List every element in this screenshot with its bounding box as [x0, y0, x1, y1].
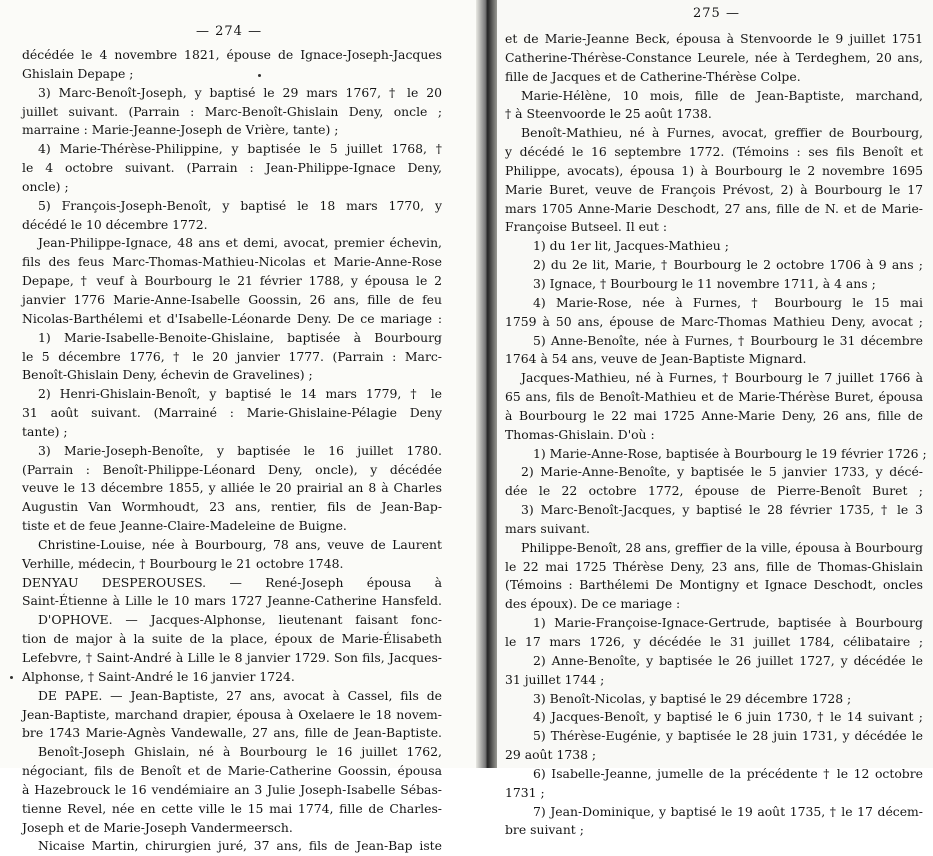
text-line: 5) François-Joseph-Benoît, y baptisé le 18 mars 1770, y [38, 197, 442, 213]
text-line: Jean-Baptiste, marchand drapier, épousa à Oxelaere le 18 novem- [22, 706, 442, 722]
text-line: † à Steenvoorde le 25 août 1738. [505, 106, 712, 122]
right-page-text [505, 30, 927, 840]
text-line: Jacques-Mathieu, né à Furnes, † Bourbourg le 7 juillet 1766 à [521, 370, 923, 386]
text-line: dée le 22 octobre 1772, épouse de Pierre-Benoît Buret ; [505, 483, 923, 499]
text-line: à Hazebrouck le 16 vendémiaire an 3 Julie Joseph-Isabelle Sébas- [22, 781, 442, 797]
text-line: Verhille, médecin, † Bourbourg le 21 octobre 1748. [22, 555, 344, 571]
text-line: 5) Thérèse-Eugénie, y baptisée le 28 juin 1731, y décédée le [533, 728, 923, 744]
text-line: 1) Marie-Anne-Rose, baptisée à Bourbourg le 19 février 1726 ; [533, 445, 927, 461]
text-line: 4) Marie-Thérèse-Philippine, y baptisée le 5 juillet 1768, † [38, 141, 442, 157]
text-line: bre suivant ; [505, 822, 584, 838]
text-line: DENYAU DESPEROUSES. — René-Joseph épousa à [22, 574, 442, 590]
text-line: 65 ans, fils de Benoît-Mathieu et de Marie-Thérèse Buret, épousa [505, 389, 923, 405]
text-line: Nicaise Martin, chirurgien juré, 37 ans, fils de Jean-Bap iste [38, 838, 442, 854]
text-line: Benoît-Mathieu, né à Furnes, avocat, greffier de Bourbourg, [521, 125, 923, 141]
text-line: mars 1705 Anne-Marie Deschodt, 27 ans, fille de N. et de Marie- [505, 200, 923, 216]
text-line: (Parrain : Benoît-Philippe-Léonard Deny, oncle), y décédée [22, 461, 442, 477]
text-line: 2) du 2e lit, Marie, † Bourbourg le 2 octobre 1706 à 9 ans ; [533, 257, 923, 273]
text-line: fille de Jacques et de Catherine-Thérèse Colpe. [505, 68, 801, 84]
right-page-number: 275 — [693, 6, 740, 21]
text-line: Depape, † veuf à Bourbourg le 21 février 1788, y épousa le 2 [22, 273, 442, 289]
text-line: D'OPHOVE. — Jacques-Alphonse, lieutenant faisant fonc- [38, 612, 442, 628]
left-page-number: — 274 — [196, 24, 263, 39]
text-line: Philippe, avocats), épousa 1) à Bourbourg le 2 novembre 1695 [505, 162, 923, 178]
text-line: 3) Marc-Benoît-Joseph, y baptisé le 29 mars 1767, † le 20 [38, 84, 442, 100]
text-line: bre 1743 Marie-Agnès Vandewalle, 27 ans, fille de Jean-Baptiste. [22, 725, 442, 741]
text-line: 1) du 1er lit, Jacques-Mathieu ; [533, 238, 729, 254]
text-line: Philippe-Benoît, 28 ans, greffier de la ville, épousa à Bourbourg [521, 539, 923, 555]
text-line: DE PAPE. — Jean-Baptiste, 27 ans, avocat à Cassel, fils de [38, 687, 442, 703]
text-line: Christine-Louise, née à Bourbourg, 78 ans, veuve de Laurent [38, 536, 442, 552]
right-page [497, 0, 933, 838]
text-line: Thomas-Ghislain. D'où : [505, 426, 655, 442]
text-line: à Bourbourg le 22 mai 1725 Anne-Marie Deny, 26 ans, fille de [505, 407, 923, 423]
text-line: tante) ; [22, 423, 68, 439]
text-line: décédée le 4 novembre 1821, épouse de Ignace-Joseph-Jacques [22, 47, 442, 62]
text-line: Joseph et de Marie-Joseph Vandermeersch. [22, 819, 293, 835]
text-line: veuve le 13 décembre 1855, y alliée le 20 prairial an 8 à Charles [22, 480, 442, 496]
text-line: juillet suivant. (Parrain : Marc-Benoît-Ghislain Deny, oncle ; [22, 103, 442, 119]
text-line: (Témoins : Barthélemi De Montigny et Ignace Deschodt, oncles [505, 577, 923, 593]
book-gutter [476, 0, 497, 768]
text-line: et de Marie-Jeanne Beck, épousa à Stenvoorde le 9 juillet 1751 [505, 31, 923, 46]
text-line: Marie Buret, veuve de François Prévost, 2) à Bourbourg le 17 [505, 181, 923, 197]
text-line: Augustin Van Wormhoudt, 23 ans, rentier, fils de Jean-Bap- [22, 499, 442, 515]
text-line: des époux). De ce mariage : [505, 596, 681, 612]
text-line: Catherine-Thérèse-Constance Leurele, née à Terdeghem, 20 ans, [505, 49, 923, 65]
text-line: 4) Marie-Rose, née à Furnes, † Bourbourg le 15 mai [533, 294, 923, 310]
text-line: 6) Isabelle-Jeanne, jumelle de la précédente † le 12 octobre [533, 765, 923, 781]
text-line: tienne Revel, née en cette ville le 15 mai 1774, fille de Charles- [22, 800, 442, 816]
text-line: Alphonse, † Saint-André le 16 janvier 1724. [22, 668, 295, 684]
text-line: Jean-Philippe-Ignace, 48 ans et demi, avocat, premier échevin, [38, 235, 442, 251]
text-line: tiste et de feue Jeanne-Claire-Madeleine de Buigne. [22, 518, 347, 534]
text-line: 3) Marie-Joseph-Benoîte, y baptisée le 16 juillet 1780. [38, 442, 442, 458]
text-line: 31 août suivant. (Marrainé : Marie-Ghislaine-Pélagie Deny [22, 405, 442, 421]
text-line: y décédé le 16 septembre 1772. (Témoins : ses fils Benoît et [505, 144, 923, 160]
text-line: oncle) ; [22, 178, 69, 194]
ink-speck [10, 676, 13, 679]
text-line: 3) Marc-Benoît-Jacques, y baptisé le 28 février 1735, † le 3 [521, 502, 923, 518]
text-line: Ghislain Depape ; [22, 65, 134, 81]
text-line: 1) Marie-Isabelle-Benoite-Ghislaine, baptisée à Bourbourg [38, 329, 442, 345]
ink-speck [258, 74, 261, 77]
text-line: 1764 à 54 ans, veuve de Jean-Baptiste Mignard. [505, 351, 807, 367]
text-line: 29 août 1738 ; [505, 747, 597, 763]
text-line: Benoît-Ghislain Deny, échevin de Gravelines) ; [22, 367, 313, 383]
text-line: Marie-Hélène, 10 mois, fille de Jean-Baptiste, marchand, [521, 87, 923, 103]
text-line: 1759 à 50 ans, épouse de Marc-Thomas Mathieu Deny, avocat ; [505, 313, 923, 329]
text-line: le 17 mars 1726, y décédée le 31 juillet 1784, célibataire ; [505, 634, 923, 649]
text-line: Benoît-Joseph Ghislain, né à Bourbourg le 16 juillet 1762, [38, 744, 442, 760]
text-line: tion de major à la suite de la place, époux de Marie-Élisabeth [22, 631, 442, 647]
text-line: 2) Marie-Anne-Benoîte, y baptisée le 5 janvier 1733, y décé- [521, 464, 923, 480]
text-line: le 22 mai 1725 Thérèse Deny, 23 ans, fille de Thomas-Ghislain [505, 558, 923, 574]
text-line: Nicolas-Barthélemi et d'Isabelle-Léonarde Deny. De ce mariage : [22, 310, 442, 326]
text-line: Lefebvre, † Saint-André à Lille le 8 janvier 1729. Son fils, Jacques- [22, 650, 442, 665]
text-line: 2) Henri-Ghislain-Benoît, y baptisé le 14 mars 1779, † le [38, 386, 442, 402]
text-line: janvier 1776 Marie-Anne-Isabelle Goossin, 26 ans, fille de feu [22, 291, 442, 307]
text-line: négociant, fils de Benoît et de Marie-Catherine Goossin, épousa [22, 763, 442, 779]
text-line: le 4 octobre suivant. (Parrain : Jean-Philippe-Ignace Deny, [22, 160, 442, 176]
text-line: 3) Ignace, † Bourbourg le 11 novembre 1711, à 4 ans ; [533, 275, 876, 291]
text-line: 5) Anne-Benoîte, née à Furnes, † Bourbourg le 31 décembre [533, 332, 923, 348]
text-line: 31 juillet 1744 ; [505, 671, 605, 687]
text-line: 4) Jacques-Benoît, y baptisé le 6 juin 1730, † le 14 suivant ; [533, 709, 923, 725]
text-line: 3) Benoît-Nicolas, y baptisé le 29 décembre 1728 ; [533, 690, 852, 706]
text-line: 1731 ; [505, 784, 545, 800]
text-line: marraine : Marie-Jeanne-Joseph de Vrière, tante) ; [22, 122, 339, 138]
text-line: mars suivant. [505, 520, 590, 536]
text-line: 1) Marie-Françoise-Ignace-Gertrude, baptisée à Bourbourg [533, 615, 923, 631]
text-line: décédé le 10 décembre 1772. [22, 216, 208, 232]
text-line: le 5 décembre 1776, † le 20 janvier 1777. (Parrain : Marc- [22, 348, 442, 364]
text-line: fils des feus Marc-Thomas-Mathieu-Nicolas et Marie-Anne-Rose [22, 254, 442, 270]
text-line: 7) Jean-Dominique, y baptisé le 19 août 1735, † le 17 décem- [533, 803, 923, 819]
text-line: Saint-Étienne à Lille le 10 mars 1727 Jeanne-Catherine Hansfeld. [22, 593, 442, 609]
text-line: 2) Anne-Benoîte, y baptisée le 26 juillet 1727, y décédée le [533, 652, 923, 668]
left-page-text [22, 46, 442, 856]
text-line: Françoise Butseel. Il eut : [505, 219, 668, 235]
